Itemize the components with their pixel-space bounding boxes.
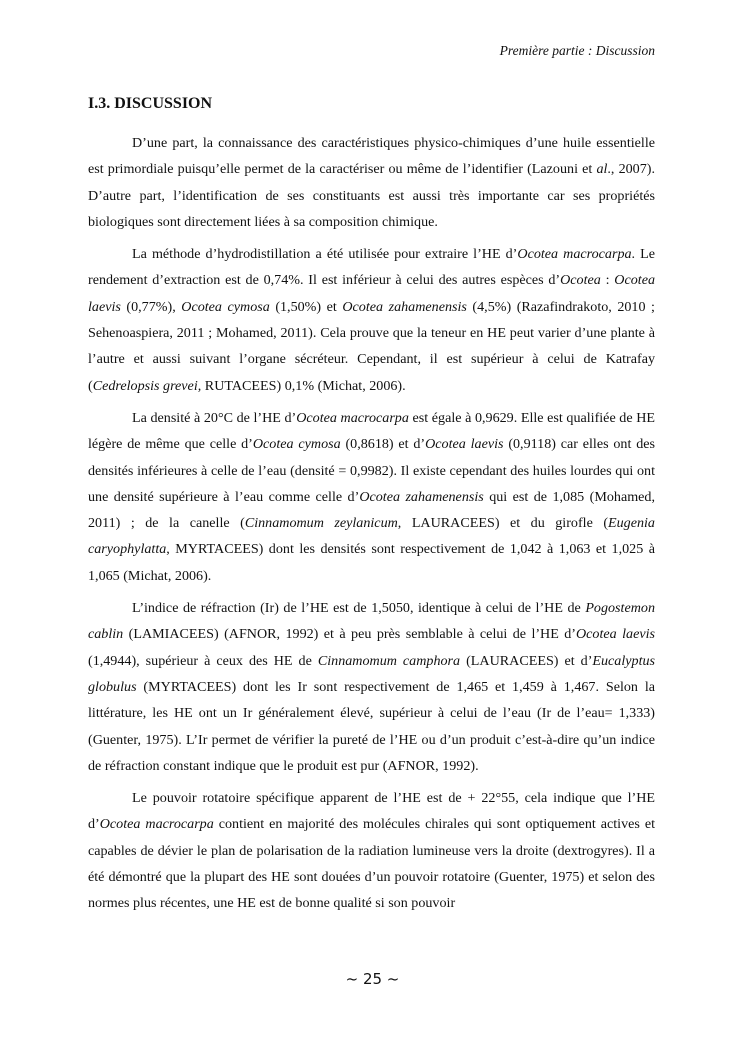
- text-run: La méthode d’hydrodistillation a été utilisée pour extraire l’HE d’: [132, 246, 518, 263]
- italic-term: Ocotea: [560, 272, 601, 289]
- italic-term: Cinnamomum zeylanicum: [244, 515, 398, 532]
- text-run: (0,77%),: [120, 298, 182, 315]
- text-run: La densité à 20°C de l’HE d’: [132, 409, 297, 426]
- body-text: [88, 130, 655, 923]
- italic-term: Eugenia caryophylatta: [88, 515, 655, 558]
- text-run: . Le rendement d’extraction est de 0,74%. Il est inférieur à celui des autres espèces d’: [88, 246, 656, 289]
- text-run: (1,4944), supérieur à ceux des HE de: [88, 652, 318, 669]
- italic-term: Ocotea macrocarpa: [296, 409, 409, 426]
- text-run: L’indice de réfraction (Ir) de l’HE est de 1,5050, identique à celui de l’HE de: [132, 600, 586, 617]
- text-run: , MYRTACEES) dont les densités sont respectivement de 1,042 à 1,063 et 1,025 à 1,065 (Michat, 2006).: [88, 541, 655, 584]
- italic-term: Ocotea laevis: [576, 626, 655, 643]
- paragraph-2: [88, 241, 655, 399]
- text-run: RUTACEES) 0,1% (Michat, 2006).: [201, 377, 406, 394]
- italic-term: Cinnamomum camphora: [317, 652, 461, 669]
- italic-term: Ocotea macrocarpa: [99, 816, 214, 833]
- italic-term: Cedrelopsis grevei,: [92, 377, 202, 394]
- running-header: Première partie : Discussion: [499, 43, 655, 58]
- italic-term: al: [596, 161, 608, 178]
- paragraph-1: [88, 130, 655, 235]
- italic-term: Eucalyptus globulus: [88, 652, 656, 695]
- text-run: (0,9118) car elles ont des densités inférieures à celle de l’eau (densité = 0,9982). Il existe cependant des huiles lourdes qui ont une densité supérieure à l’eau comme celle d’: [88, 436, 655, 505]
- paragraph-3: [88, 405, 655, 589]
- page-number: ~ 25 ~: [345, 970, 400, 988]
- section-heading: I.3. DISCUSSION: [88, 95, 213, 112]
- italic-term: Ocotea cymosa: [252, 436, 341, 453]
- text-run: est égale à 0,9629. Elle est qualifiée de HE légère de même que celle d’: [88, 409, 655, 453]
- text-run: (1,50%) et: [269, 298, 343, 315]
- italic-term: Ocotea laevis: [425, 436, 504, 453]
- paragraph-4: [88, 595, 655, 779]
- italic-term: Ocotea zahamenensis: [342, 298, 467, 315]
- text-run: Le pouvoir rotatoire spécifique apparent de l’HE est de + 22°55, cela indique que l’HE d’: [88, 790, 655, 833]
- italic-term: Ocotea cymosa: [181, 298, 270, 315]
- italic-term: Ocotea laevis: [88, 272, 655, 315]
- text-run: ., 2007). D’autre part, l’identification de ses constituants est aussi très importante car ses propriétés biologiques sont directement liées à sa composition chimique.: [88, 161, 655, 230]
- text-run: D’une part, la connaissance des caractéristiques physico-chimiques d’une huile essentielle est primordiale puisqu’elle permet de la caractériser ou même de l’identifier (Lazouni et: [88, 135, 655, 178]
- italic-term: Ocotea zahamenensis: [359, 488, 484, 505]
- text-run: (LAURACEES) et d’: [460, 652, 593, 669]
- text-run: contient en majorité des molécules chirales qui sont optiquement actives et capables de dévier le plan de polarisation de la radiation lumineuse vers la droite (dextrogyres). Il a été démontré que la plupart des HE sont douées d’un pouvoir rotatoire (Guenter, 1975) et selon des normes plus récentes, une HE est de bonne qualité si son pouvoir: [88, 816, 655, 912]
- text-run: (4,5%) (Razafindrakoto, 2010 ; Sehenoaspiera, 2011 ; Mohamed, 2011). Cela prouve que la teneur en HE peut varier d’une plante à l’autre et aussi suivant l’organe sécréteur. Cependant, il est supérieur à celui de Katrafay (: [88, 298, 655, 394]
- text-run: , LAURACEES) et du girofle (: [397, 515, 609, 532]
- text-run: (MYRTACEES) dont les Ir sont respectivement de 1,465 et 1,459 à 1,467. Selon la littérature, les HE ont un Ir généralement élevé, supérieur à celui de l’eau (Ir de l’eau= 1,333) (Guenter, 1975). L’Ir permet de vérifier la pureté de l’HE ou d’un produit c’est-à-dire qu’un indice de réfraction constant indique que le produit est pur (AFNOR, 1992).: [88, 678, 655, 774]
- text-run: (0,8618) et d’: [340, 436, 426, 453]
- text-run: (LAMIACEES) (AFNOR, 1992) et à peu près semblable à celui de l’HE d’: [123, 626, 576, 643]
- italic-term: Pogostemon cablin: [88, 600, 655, 643]
- italic-term: Ocotea macrocarpa: [517, 246, 632, 263]
- paragraph-5: [88, 785, 655, 916]
- text-run: :: [600, 272, 615, 289]
- text-run: qui est de 1,085 (Mohamed, 2011) ; de la canelle (: [88, 488, 655, 532]
